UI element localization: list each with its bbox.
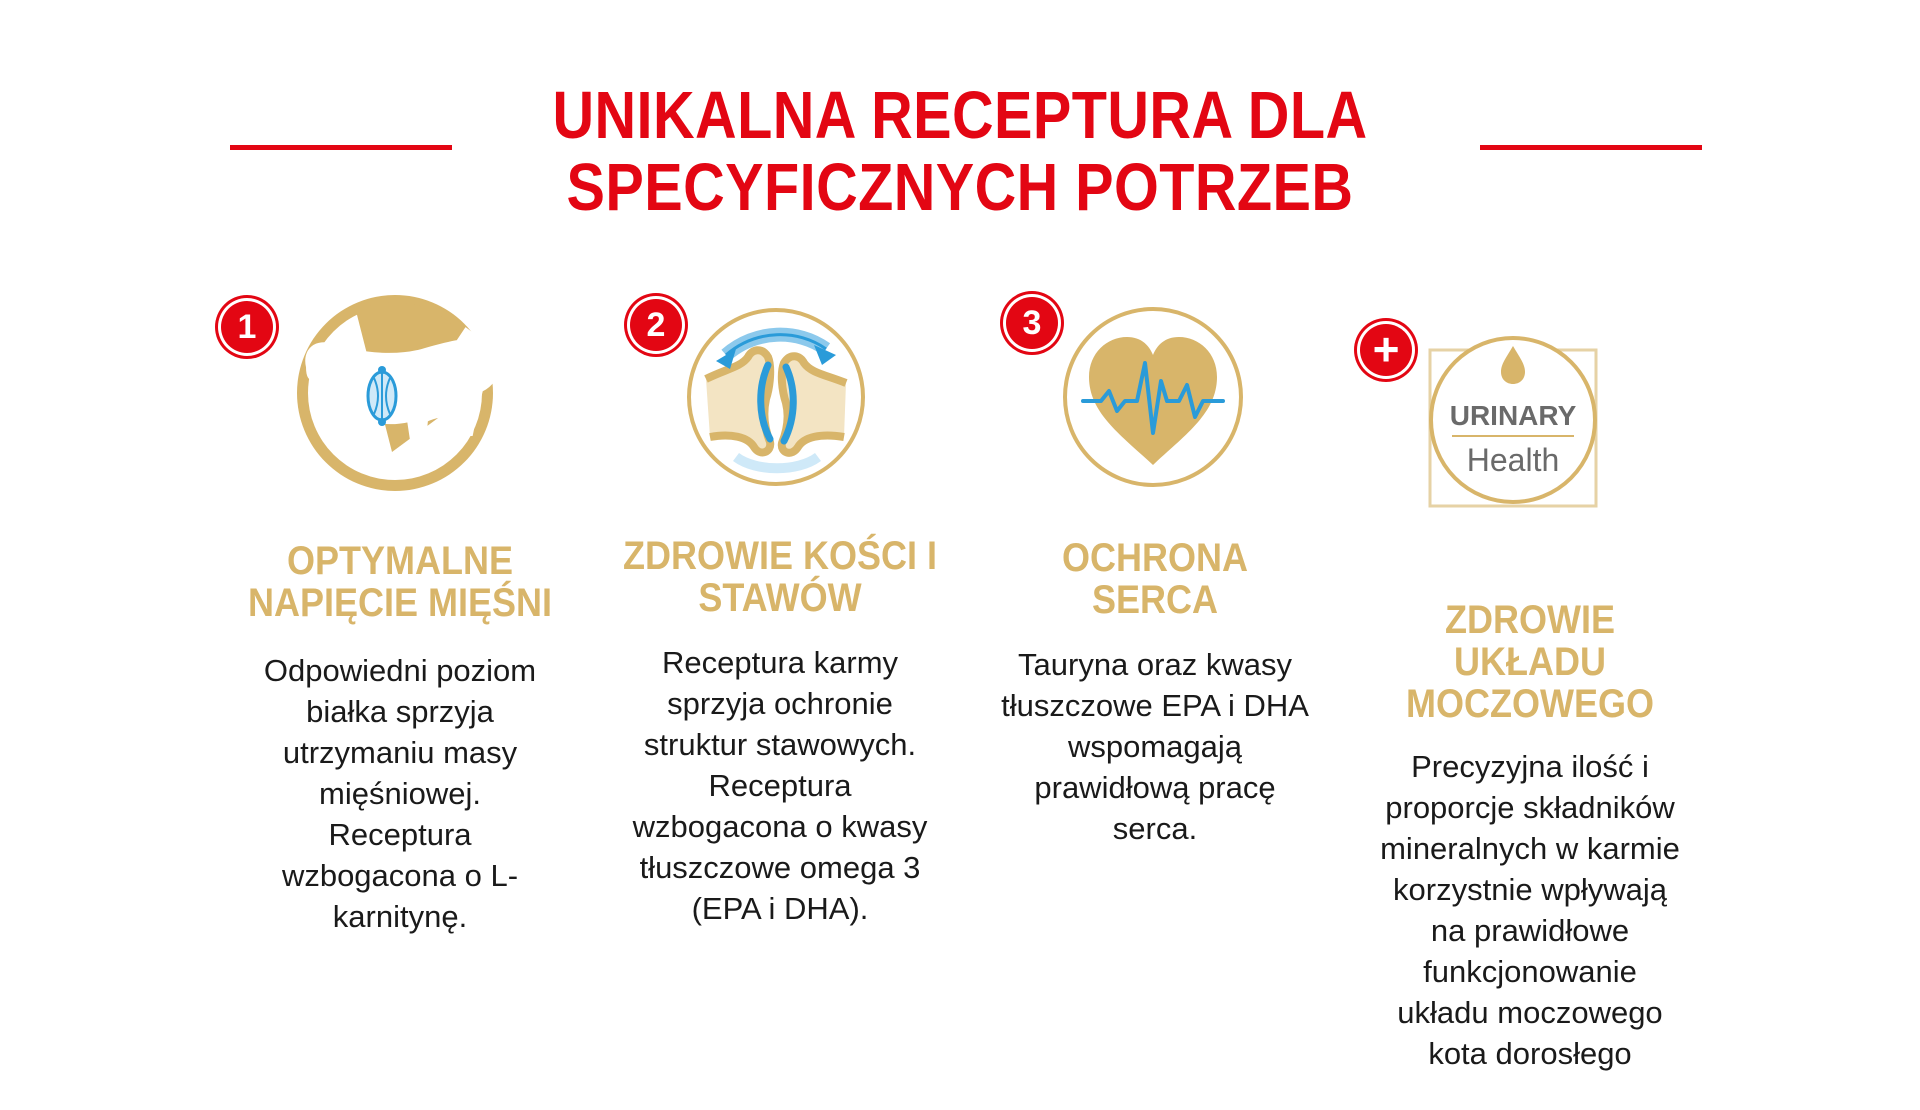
- feature-3-description-line-4: prawidłową pracę: [1034, 770, 1276, 805]
- heart-pulse-icon: [1061, 305, 1245, 489]
- feature-4-description-line-1: Precyzyjna ilość i: [1411, 749, 1649, 784]
- feature-2-heading-line-2: STAWÓW: [698, 576, 862, 620]
- feature-1-badge: 1: [221, 301, 273, 353]
- health-label: Health: [1466, 442, 1560, 478]
- feature-2-description-line-5: wzbogacona o kwasy: [632, 809, 928, 844]
- feature-4-description-line-7: układu moczowego: [1397, 995, 1663, 1030]
- feature-2-heading-line-1: ZDROWIE KOŚCI I: [622, 534, 937, 578]
- feature-2-description: [580, 642, 980, 929]
- feature-4-heading: [1350, 599, 1710, 725]
- page-title-line-2: SPECYFICZNYCH POTRZEB: [566, 150, 1354, 225]
- feature-4-badge: +: [1360, 324, 1412, 376]
- feature-1-heading-line-1: OPTYMALNE: [286, 539, 514, 583]
- feature-4-heading-line-2: UKŁADU: [1454, 640, 1606, 684]
- feature-2-heading: [600, 535, 960, 619]
- feature-2-description-line-6: tłuszczowe omega 3: [639, 850, 921, 885]
- feature-4-heading-line-1: ZDROWIE: [1445, 598, 1615, 642]
- feature-1-heading-line-2: NAPIĘCIE MIĘŚNI: [247, 581, 553, 625]
- feature-2-description-line-1: Receptura karmy: [661, 645, 899, 680]
- feature-1-description-line-2: białka sprzyja: [306, 694, 494, 729]
- feature-4-description-line-2: proporcje składników: [1385, 790, 1675, 825]
- feature-3-description-line-3: wspomagają: [1067, 729, 1243, 764]
- urinary-health-icon: [1424, 330, 1602, 508]
- feature-4-description: [1330, 746, 1730, 1074]
- feature-1-description-line-3: utrzymaniu masy: [282, 735, 518, 770]
- feature-4-heading-line-3: MOCZOWEGO: [1406, 682, 1654, 726]
- feature-3-heading: [975, 537, 1335, 621]
- feature-1-description-line-7: karnitynę.: [332, 899, 468, 934]
- feature-3-heading-line-1: OCHRONA: [1061, 536, 1248, 580]
- feature-1-description-line-6: wzbogacona o L-: [281, 858, 519, 893]
- page-title: [134, 80, 1785, 224]
- feature-1-description-line-4: mięśniowej.: [319, 776, 481, 811]
- feature-1-description-line-1: Odpowiedni poziom: [263, 653, 537, 688]
- feature-4-description-line-3: mineralnych w karmie: [1380, 831, 1680, 866]
- feature-3-description-line-1: Tauryna oraz kwasy: [1018, 647, 1292, 682]
- page-title-line-1: UNIKALNA RECEPTURA DLA: [552, 78, 1368, 153]
- feature-3-description: [955, 644, 1355, 849]
- feature-4-description-line-8: kota dorosłego: [1428, 1036, 1632, 1071]
- feature-2-description-line-3: struktur stawowych.: [643, 727, 917, 762]
- urinary-label: URINARY: [1449, 400, 1577, 431]
- cat-muscle-icon: [296, 292, 508, 492]
- feature-3-heading-line-2: SERCA: [1091, 578, 1219, 622]
- feature-3-badge: 3: [1006, 297, 1058, 349]
- feature-4-description-line-6: funkcjonowanie: [1423, 954, 1637, 989]
- feature-1-heading: [220, 540, 580, 624]
- feature-1-description: [200, 650, 600, 937]
- feature-2-description-line-7: (EPA i DHA).: [691, 891, 869, 926]
- feature-2-description-line-2: sprzyja ochronie: [667, 686, 893, 721]
- feature-3-description-line-2: tłuszczowe EPA i DHA: [1001, 688, 1309, 723]
- feature-4-description-line-5: na prawidłowe: [1430, 913, 1630, 948]
- feature-3-description-line-5: serca.: [1112, 811, 1198, 846]
- feature-1-description-line-5: Receptura: [328, 817, 472, 852]
- joint-icon: [686, 307, 866, 487]
- feature-2-badge: 2: [630, 299, 682, 351]
- feature-4-description-line-4: korzystnie wpływają: [1393, 872, 1667, 907]
- feature-2-description-line-4: Receptura: [708, 768, 852, 803]
